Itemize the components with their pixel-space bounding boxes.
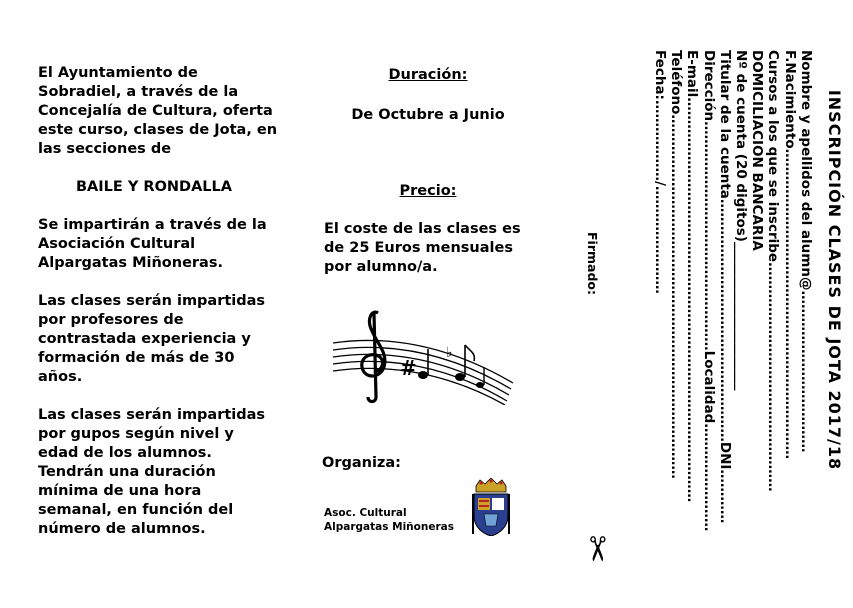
firmado-label: Firmado: (585, 232, 600, 295)
intro-paragraph: El Ayuntamiento de Sobradiel, a través de la Concejalía de Cultura, oferta este curso, clases de Jota, en las secciones de (38, 65, 278, 157)
nombre-field[interactable]: Nombre y apellidos del alumn@……………………………… (797, 50, 814, 453)
email-field[interactable]: E-mail……………………………………………………………………………… (684, 50, 701, 503)
titular-field[interactable]: Titular de la cuenta………………………………………………DNI………… (716, 50, 733, 524)
cursos-field[interactable]: Cursos a los que se inscribe…………………………………………… (765, 50, 782, 492)
scissors-icon: ✂ (576, 534, 617, 564)
organizer-name (324, 506, 454, 534)
sections-heading: BAILE Y RONDALLA (76, 179, 232, 195)
fecha-field[interactable]: Fecha:………………/…………………… (651, 50, 668, 294)
cuenta-field[interactable]: Nº de cuenta (20 digitos)______________________ (732, 50, 749, 391)
organiza-label: Organiza: (322, 455, 401, 471)
precio-label: Precio: (399, 183, 457, 199)
teachers-paragraph: Las clases serán impartidas por profesores de contrastada experiencia y formación de más de 30 años. (38, 293, 266, 385)
telefono-field[interactable]: Teléfono……………………………………………………………………… (668, 50, 685, 479)
music-notes-illustration (328, 305, 518, 405)
precio-value: El coste de las clases es de 25 Euros mensuales por alumno/a. (324, 221, 521, 275)
svg-text:♭: ♭ (446, 345, 453, 361)
association-paragraph: Se impartirán a través de la Asociación Cultural Alpargatas Miñoneras. (38, 217, 267, 271)
coat-of-arms-logo (470, 478, 512, 536)
svg-text:#: # (400, 356, 417, 380)
domiciliacion-heading: DOMICILIACION BANCARIA (749, 50, 766, 251)
direccion-field[interactable]: Dirección……………………………………………Localidad…………………… (700, 50, 717, 532)
registration-form (612, 50, 842, 550)
groups-paragraph: Las clases serán impartidas por gupos según nivel y edad de los alumnos. Tendrán una duración mínima de una hora semanal, en función del número de alumnos. (38, 407, 266, 537)
info-column (38, 64, 278, 558)
form-title: INSCRIPCIÓN CLASES DE JOTA 2017/18 (825, 89, 844, 471)
duracion-label: Duración: (388, 67, 468, 83)
nacimiento-field[interactable]: F.Nacimiento…………………………………………………………… (781, 50, 798, 460)
duracion-value: De Octubre a Junio (351, 107, 505, 123)
organizer-line-2: Alpargatas Miñoneras (324, 521, 454, 533)
organizer-line-1: Asoc. Cultural (324, 507, 407, 519)
